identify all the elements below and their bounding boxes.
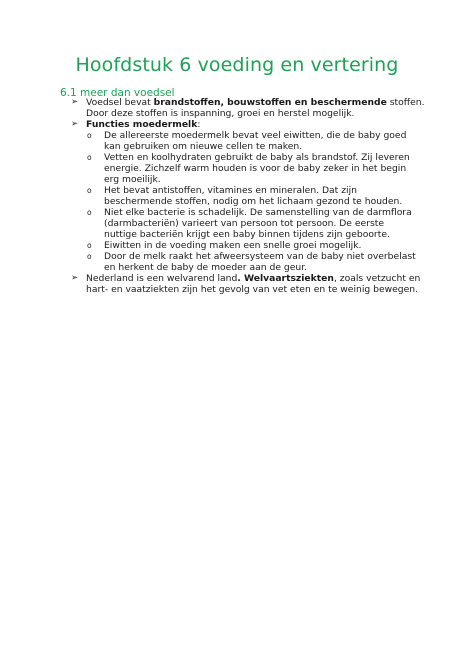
sub-bullet-line: Niet elke bacterie is schadelijk. De samenstelling van de darmflora xyxy=(104,207,412,218)
bullet-text: Nederland is een welvarend land xyxy=(86,273,238,284)
sub-bullet-line: beschermende stoffen, nodig om het lichaam gezond te houden. xyxy=(104,196,403,207)
circle-bullet-icon: o xyxy=(87,153,92,162)
bullet-text: : xyxy=(197,119,201,130)
sub-bullet-item xyxy=(71,152,421,185)
page-title: Hoofdstuk 6 voeding en vertering xyxy=(75,54,399,76)
sub-bullet-item xyxy=(71,240,421,251)
sub-bullet-line: Door de melk raakt het afweersysteem van de baby niet overbelast xyxy=(104,251,416,262)
bullet-line xyxy=(86,273,421,284)
sub-bullet-item xyxy=(71,251,421,273)
circle-bullet-icon: o xyxy=(87,208,92,217)
section-heading: 6.1 meer dan voedsel xyxy=(60,87,175,99)
bullet-bold-text: . Welvaartsziekten xyxy=(237,273,334,284)
circle-bullet-icon: o xyxy=(87,252,92,261)
sub-bullet-item xyxy=(71,207,421,240)
sub-bullet-line: Eiwitten in de voeding maken een snelle groei mogelijk. xyxy=(104,240,362,251)
bullet-text: stoffen. xyxy=(386,97,425,108)
arrow-bullet-icon: ➢ xyxy=(71,119,79,129)
bullet-line xyxy=(86,119,421,130)
bullet-bold-text: Functies moedermelk xyxy=(86,119,198,130)
bullet-item-welvaartsziekten xyxy=(71,273,421,295)
sub-bullet-line: nuttige bacteriën krijgt een baby binnen tijdens zijn geboorte. xyxy=(104,229,390,240)
circle-bullet-icon: o xyxy=(87,186,92,195)
bullet-item-functies-moedermelk xyxy=(71,119,421,130)
sub-bullet-item xyxy=(71,185,421,207)
sub-bullet-line: Het bevat antistoffen, vitamines en mineralen. Dat zijn xyxy=(104,185,357,196)
bullet-line: Door deze stoffen is inspanning, groei en herstel mogelijk. xyxy=(86,108,355,119)
bullet-bold-text: brandstoffen, bouwstoffen en beschermende xyxy=(153,97,387,108)
arrow-bullet-icon: ➢ xyxy=(71,97,79,107)
sub-bullet-line: (darmbacteriën) varieert van persoon tot persoon. De eerste xyxy=(104,218,385,229)
circle-bullet-icon: o xyxy=(87,131,92,140)
sub-bullet-line: De allereerste moedermelk bevat veel eiwitten, die de baby goed xyxy=(104,130,407,141)
bullet-line xyxy=(86,97,425,108)
document-body xyxy=(71,97,425,295)
circle-bullet-icon: o xyxy=(87,241,92,250)
bullet-text: Voedsel bevat xyxy=(86,97,154,108)
sub-bullet-line: kan gebruiken om nieuwe cellen te maken. xyxy=(104,141,303,152)
sub-bullet-line: en herkent de baby de moeder aan de geur. xyxy=(104,262,308,273)
arrow-bullet-icon: ➢ xyxy=(71,273,79,283)
bullet-line: hart- en vaatziekten zijn het gevolg van vet eten en te weinig bewegen. xyxy=(86,284,418,295)
sub-bullet-line: Vetten en koolhydraten gebruikt de baby als brandstof. Zij leveren xyxy=(104,152,410,163)
bullet-item-voedsel xyxy=(71,97,425,119)
sub-bullet-line: erg moeilijk. xyxy=(104,174,161,185)
sub-bullet-item xyxy=(71,130,421,152)
bullet-text: , zoals vetzucht en xyxy=(333,273,421,284)
sub-bullet-line: energie. Zichzelf warm houden is voor de baby zeker in het begin xyxy=(104,163,407,174)
